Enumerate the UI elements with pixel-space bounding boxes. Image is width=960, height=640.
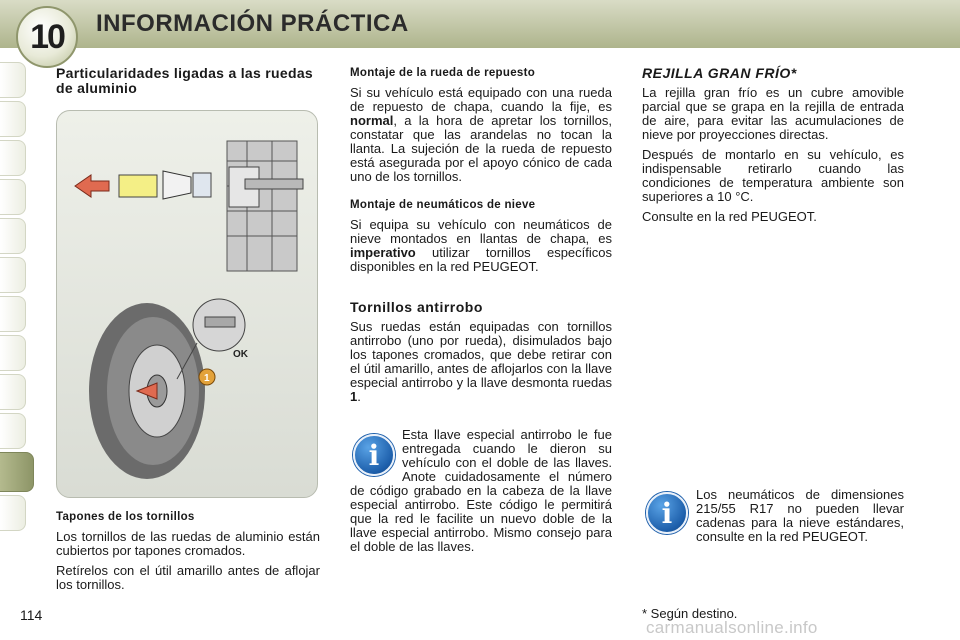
watermark: carmanualsonline.info xyxy=(646,618,818,637)
neumaticos-note: Los neumáticos de dimensiones 215/55 R17 no pueden llevar cadenas para la nieve estándares, consulte en la red PEUGEOT. xyxy=(696,487,904,544)
chapter-tab-3[interactable] xyxy=(0,140,26,176)
info-icon: i xyxy=(353,434,395,476)
antirrobo-title: Tornillos antirrobo xyxy=(350,299,483,315)
chapter-tab-6[interactable] xyxy=(0,257,26,293)
rejilla-paragraph-1: La rejilla gran frío es un cubre amovible parcial que se grapa en la rejilla de entrada de aire, para evitar las acumulaciones de nieve por proyecciones directas. xyxy=(642,85,904,142)
chapter-tab-4[interactable] xyxy=(0,179,26,215)
column-left xyxy=(56,66,320,96)
rejilla-paragraph-3: Consulte en la red PEUGEOT. xyxy=(642,209,817,224)
tyre-drawing xyxy=(89,299,249,479)
chapter-tab-9[interactable] xyxy=(0,374,26,410)
footnote: * Según destino. xyxy=(642,606,738,621)
antirrobo-paragraph: Sus ruedas están equipadas con tornillos antirrobo (uno por rueda), disimulados bajo los tapones cromados, que debe retirar con el útil amarillo, antes de aflojarlos con la llave especial antirrobo y la llave desmonta ruedas 1. xyxy=(350,319,612,404)
antirrobo-note xyxy=(350,428,612,554)
chapter-tab-7[interactable] xyxy=(0,296,26,332)
antirrobo-note-text: Esta llave especial antirrobo le fue entregada cuando le dieron su vehículo con el doble de las llaves. Anote cuidadosamente el número de código grabado en la cabeza de la llave especial antirrobo. Este código le permitirá que la red le facilite un nuevo doble de la llave especial antirrobo. Mismo consejo para el doble de las llaves. xyxy=(350,427,612,554)
rejilla-paragraph-2: Después de montarlo en su vehículo, es indispensable retirarlo cuando las condiciones de temperatura ambiente son superiores a 10 °C. xyxy=(642,147,904,204)
cap-removal-drawing xyxy=(75,141,303,271)
tapones-paragraph-1: Los tornillos de las ruedas de aluminio están cubiertos por tapones cromados. xyxy=(56,529,320,558)
chapter-tab-5[interactable] xyxy=(0,218,26,254)
callout-number: 1 xyxy=(204,373,210,384)
chapter-tab-8[interactable] xyxy=(0,335,26,371)
chapter-header xyxy=(0,0,960,48)
montaje-repuesto-paragraph: Si su vehículo está equipado con una rueda de repuesto de chapa, cuando la fije, es normal, a la hora de apretar los tornillos, constatar que las arandelas no tocan la llanta. La sujeción de la rueda de repuesto está asegurada por el apoyo cónico de cada uno de los tornillos. xyxy=(350,85,612,184)
column-right xyxy=(642,66,904,230)
rejilla-title: REJILLA GRAN FRÍO* xyxy=(642,65,797,81)
chapter-number-badge: 10 xyxy=(16,6,78,68)
page-number: 114 xyxy=(20,607,43,623)
nieve-title: Montaje de neumáticos de nieve xyxy=(350,199,536,211)
ok-label: OK xyxy=(233,349,248,360)
chapter-tab-12[interactable] xyxy=(0,495,26,531)
info-icon: i xyxy=(646,492,688,534)
wheel-illustration xyxy=(56,110,318,498)
wheel-diagram xyxy=(57,111,317,497)
tapones-title: Tapones de los tornillos xyxy=(56,511,195,523)
section-heading-aluminio: Particularidades ligadas a las ruedas de aluminio xyxy=(56,65,313,96)
tapones-section xyxy=(56,510,320,598)
tapones-paragraph-2: Retírelos con el útil amarillo antes de aflojar los tornillos. xyxy=(56,563,320,592)
chapter-tab-active[interactable] xyxy=(0,452,34,492)
page-title: INFORMACIÓN PRÁCTICA xyxy=(96,10,409,37)
chapter-tab-10[interactable] xyxy=(0,413,26,449)
column-middle xyxy=(350,66,612,410)
nieve-paragraph: Si equipa su vehículo con neumáticos de nieve montados en llantas de chapa, es imperativo utilizar tornillos específicos disponibles en la red PEUGEOT. xyxy=(350,217,612,274)
montaje-repuesto-title: Montaje de la rueda de repuesto xyxy=(350,67,536,79)
chapter-tabs xyxy=(0,62,30,534)
chapter-tab-1[interactable] xyxy=(0,62,26,98)
chapter-tab-2[interactable] xyxy=(0,101,26,137)
